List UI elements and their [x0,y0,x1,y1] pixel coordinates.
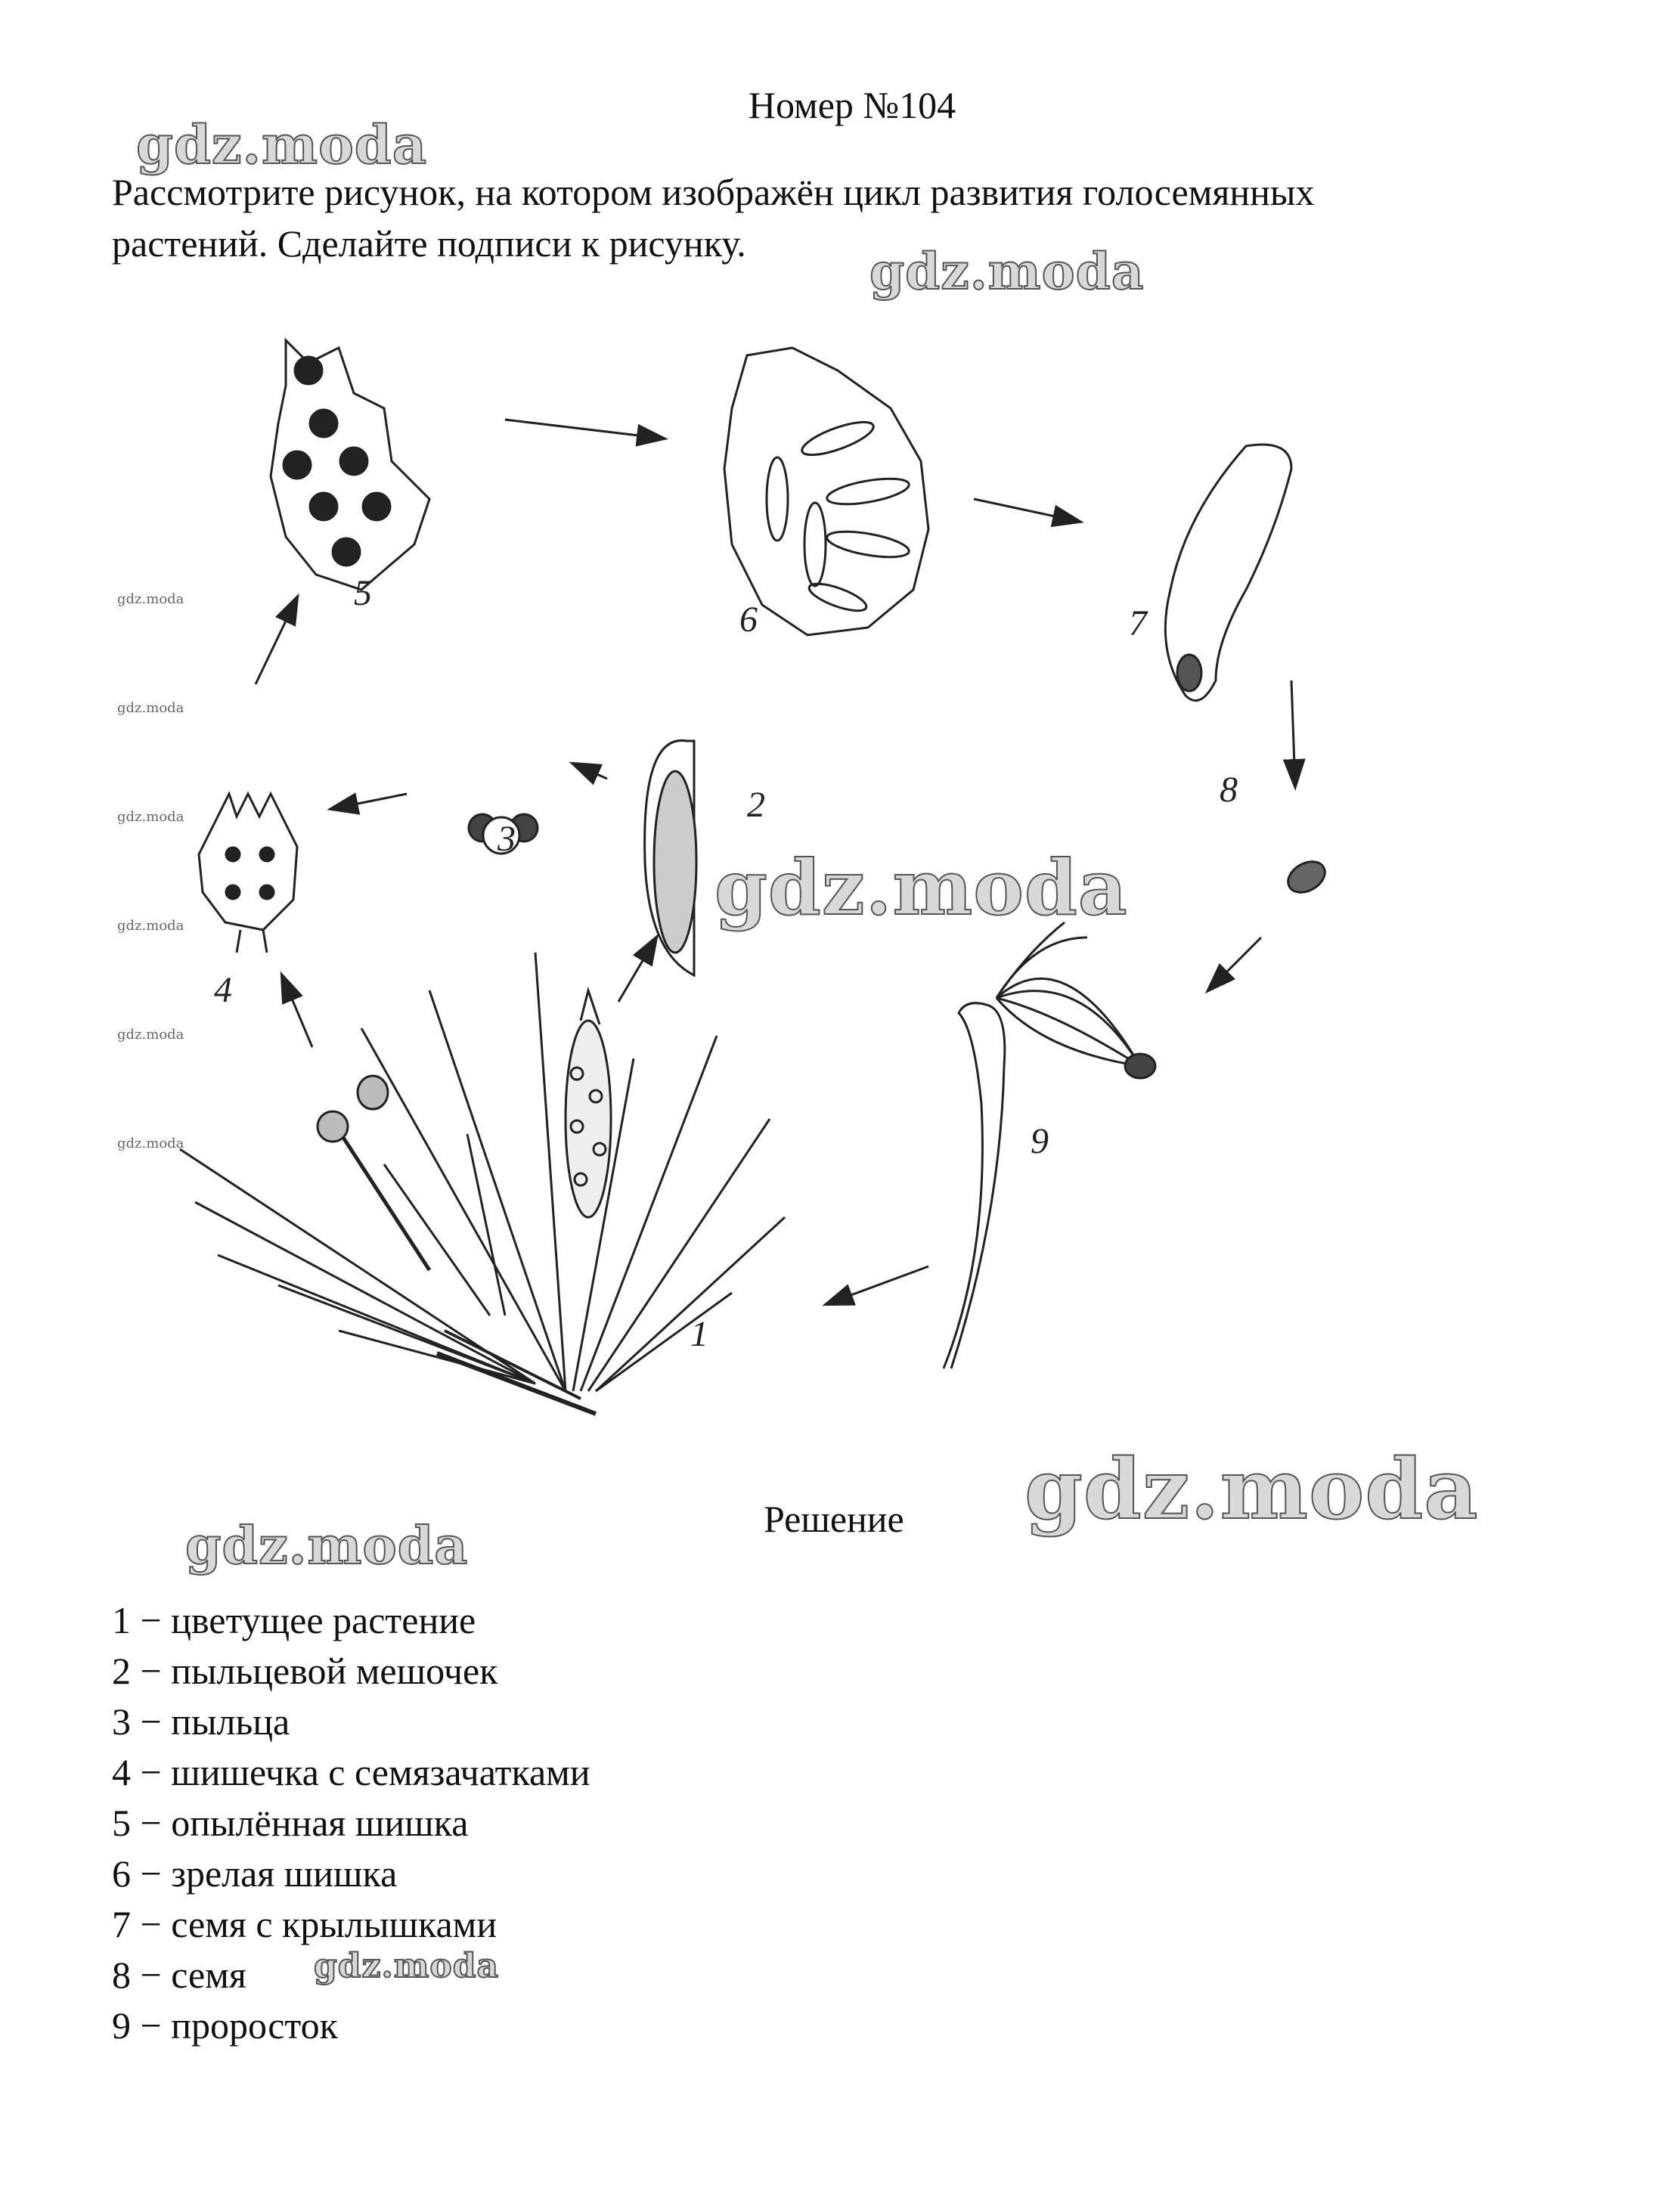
stage-number-5: 5 [354,573,372,613]
seedling-illustration [944,922,1155,1368]
answer-item: 7 − семя с крылышками [112,1903,497,1945]
watermark: gdz.moda [117,809,184,825]
answer-item: 5 − опылённая шишка [112,1802,469,1844]
stage-number-4: 4 [214,970,232,1010]
answer-item: 1 − цветущее растение [112,1599,476,1641]
answer-item: 8 − семя [112,1954,246,1996]
stage-number-1: 1 [690,1314,708,1354]
watermark: gdz.moda [1024,1440,1479,1538]
answer-item: 2 − пыльцевой мешочек [112,1650,498,1692]
young-cone-illustration [199,794,297,953]
mature-cone-illustration [724,348,928,635]
watermark: gdz.moda [117,1136,184,1151]
stage-number-9: 9 [1031,1121,1049,1161]
pollen-sac-illustration [645,740,696,975]
stage-number-8: 8 [1220,770,1238,810]
answer-item: 9 − проросток [112,2004,338,2047]
stage-number-7: 7 [1129,603,1147,643]
task-line-2: растений. Сделайте подписи к рисунку. [112,222,746,265]
winged-seed-illustration [1165,445,1291,701]
task-text [112,166,1579,269]
answer-item: 3 − пыльца [112,1700,290,1743]
watermark: gdz.moda [136,113,428,176]
pollinated-cone-illustration [271,340,429,590]
task-line-1: Рассмотрите рисунок, на котором изображён цикл развития голосемянных [112,171,1315,213]
stage-number-3: 3 [497,819,516,859]
watermark: gdz.moda [185,1516,469,1576]
watermark: gdz.moda [117,591,184,607]
answer-item: 4 − шишечка с семязачатками [112,1751,590,1793]
solution-heading: Решение [764,1498,904,1540]
watermark: gdz.moda [117,700,184,716]
stage-number-6: 6 [739,600,758,640]
page-title: Номер №104 [748,84,956,126]
stage-number-2: 2 [747,785,765,825]
watermark: gdz.moda [314,1947,500,1985]
watermark: gdz.moda [714,843,1128,932]
watermark: gdz.moda [869,242,1145,301]
seed-illustration [1282,855,1330,898]
watermark: gdz.moda [117,1027,184,1043]
answer-item: 6 − зрелая шишка [112,1852,398,1895]
watermark: gdz.moda [117,918,184,934]
